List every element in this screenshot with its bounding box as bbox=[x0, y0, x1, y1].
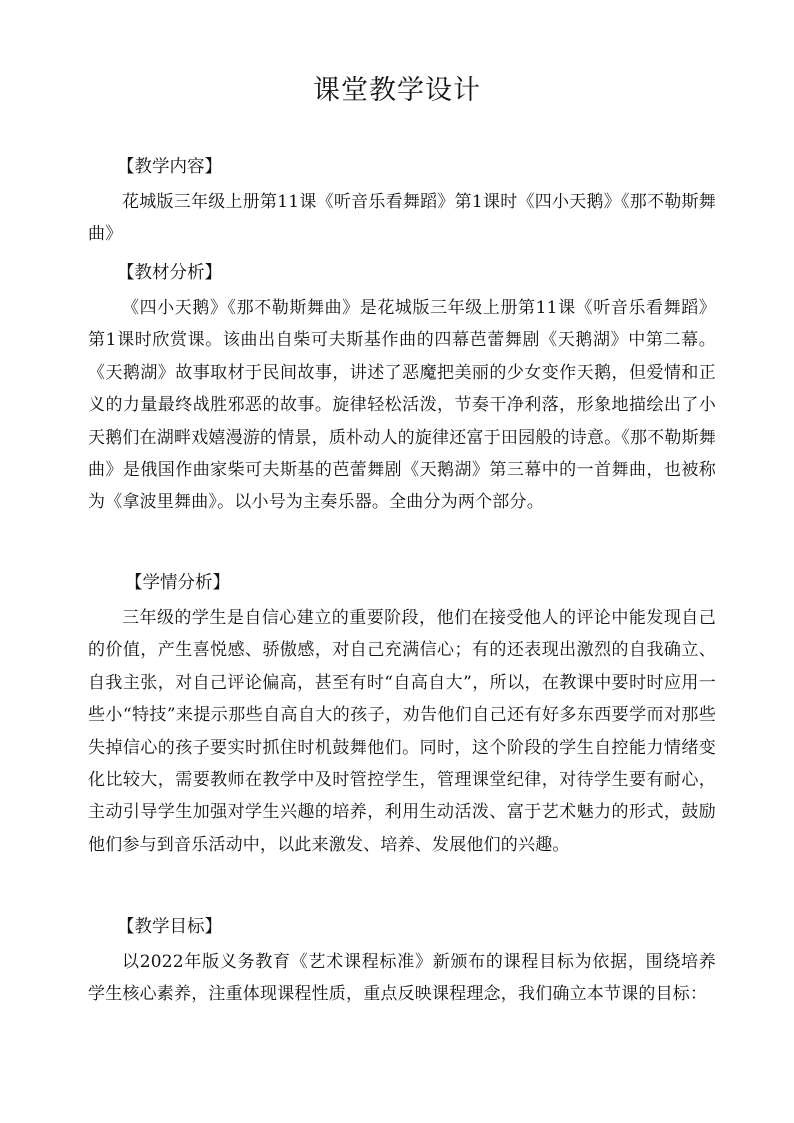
section-heading: 【教学目标】 bbox=[117, 917, 222, 937]
section-paragraph: 《四小天鹅》《那不勒斯舞曲》是花城版三年级上册第11课《听音乐看舞蹈》第1课时欣赏课。该曲出自柴可夫斯基作曲的四幕芭蕾舞剧《天鹅湖》中第二幕。《天鹅湖》故事取材于民间故事，讲述了恶魔把美丽的少女变作天鹅，但爱情和正义的力量最终战胜邪恶的故事。旋律轻松活泼，节奏干净利落，形象地描绘出了小天鹅们在湖畔戏嬉漫游的情景，质朴动人的旋律还富于田园般的诗意。《那不勒斯舞曲》是俄国作曲家柴可夫斯基的芭蕾舞剧《天鹅湖》第三幕中的一首舞曲，也被称为《拿波里舞曲》。以小号为主奏乐器。全曲分为两个部分。 bbox=[88, 298, 716, 513]
section-student-analysis bbox=[88, 568, 716, 861]
section-material-analysis bbox=[88, 258, 716, 519]
document-title: 课堂教学设计 bbox=[313, 75, 481, 106]
section-paragraph: 以2022年版义务教育《艺术课程标准》新颁布的课程目标为依据，围绕培养学生核心素养，注重体现课程性质，重点反映课程理念，我们确立本节课的目标： bbox=[88, 952, 716, 1005]
section-heading: 【教学内容】 bbox=[117, 157, 222, 177]
section-teaching-goals bbox=[88, 912, 716, 1011]
section-paragraph: 三年级的学生是自信心建立的重要阶段，他们在接受他人的评论中能发现自己的价值，产生喜悦感、骄傲感，对自己充满信心；有的还表现出激烈的自我确立、自我主张，对自己评论偏高，甚至有时“自高自大”，所以，在教课中要时时应用一些小“特技”来提示那些自高自大的孩子，劝告他们自己还有好多东西要学而对那些失掉信心的孩子要实时抓住时机鼓舞他们。同时，这个阶段的学生自控能力情绪变化比较大，需要教师在教学中及时管控学生，管理课堂纪律，对待学生要有耐心，主动引导学生加强对学生兴趣的培养，利用生动活泼、富于艺术魅力的形式，鼓励他们参与到音乐活动中，以此来激发、培养、发展他们的兴趣。 bbox=[88, 608, 716, 855]
section-paragraph: 花城版三年级上册第11课《听音乐看舞蹈》第1课时《四小天鹅》《那不勒斯舞曲》 bbox=[88, 192, 716, 244]
section-teaching-content bbox=[88, 152, 716, 250]
section-heading: 【教材分析】 bbox=[117, 263, 222, 283]
section-heading: 【学情分析】 bbox=[125, 573, 230, 593]
